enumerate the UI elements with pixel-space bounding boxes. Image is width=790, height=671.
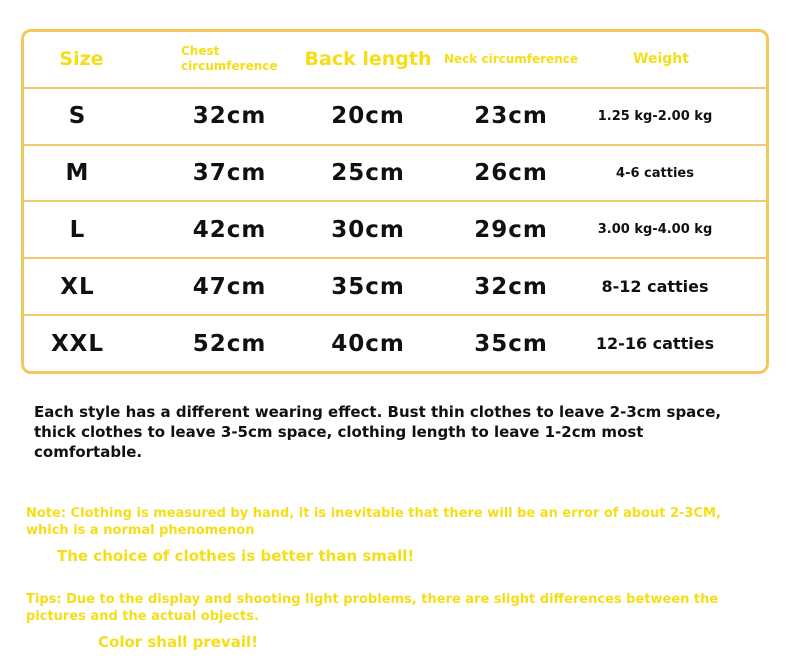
size-cell: S (68, 103, 87, 130)
table-row (24, 200, 766, 257)
size-cell: XL (60, 273, 95, 300)
size-cell: M (65, 160, 90, 187)
size-cell: L (69, 216, 86, 243)
color-tips-cta: Color shall prevail! (98, 633, 258, 651)
measurement-note-cta: The choice of clothes is better than small! (57, 547, 415, 565)
back-cell: 20cm (331, 103, 405, 130)
chest-cell: 37cm (192, 160, 267, 187)
chest-cell: 47cm (192, 273, 267, 300)
header-size: Size (59, 48, 104, 71)
neck-cell: 26cm (474, 160, 548, 187)
header-weight: Weight (633, 51, 689, 68)
weight-cell: 12-16 catties (595, 334, 715, 354)
measurement-note: Note: Clothing is measured by hand, it is inevitable that there will be an error of about 2-3CM, which is a normal phenomenon (26, 506, 721, 538)
chest-cell: 32cm (192, 103, 267, 130)
table-row (24, 257, 766, 314)
weight-cell: 1.25 kg-2.00 kg (597, 108, 713, 124)
back-cell: 30cm (331, 216, 405, 243)
back-cell: 35cm (331, 273, 405, 300)
back-cell: 40cm (331, 330, 405, 357)
header-chest (161, 32, 298, 87)
table-row (24, 144, 766, 201)
fit-description: Each style has a different wearing effect. Bust thin clothes to leave 2-3cm space, thick clothes to leave 3-5cm space, clothing length to leave 1-2cm most comfortable. (34, 403, 722, 461)
weight-cell: 4-6 catties (616, 165, 694, 181)
back-cell: 25cm (331, 160, 405, 187)
header-neck: Neck circumference (444, 52, 578, 67)
color-tips: Tips: Due to the display and shooting light problems, there are slight differences between the pictures and the actual objects. (26, 592, 719, 624)
neck-cell: 23cm (474, 103, 548, 130)
chest-cell: 52cm (192, 330, 267, 357)
table-row (24, 314, 766, 371)
size-chart-table (21, 29, 769, 374)
neck-cell: 32cm (474, 273, 548, 300)
weight-cell: 8-12 catties (601, 277, 709, 297)
neck-cell: 29cm (474, 216, 548, 243)
header-chest-line2: circumference (181, 59, 278, 74)
weight-cell: 3.00 kg-4.00 kg (597, 222, 713, 238)
table-header-row (24, 32, 766, 87)
table-row (24, 87, 766, 144)
size-cell: XXL (50, 330, 105, 357)
header-chest-line1: Chest (181, 44, 220, 59)
neck-cell: 35cm (474, 330, 548, 357)
header-back-length: Back length (304, 48, 432, 71)
chest-cell: 42cm (192, 216, 267, 243)
